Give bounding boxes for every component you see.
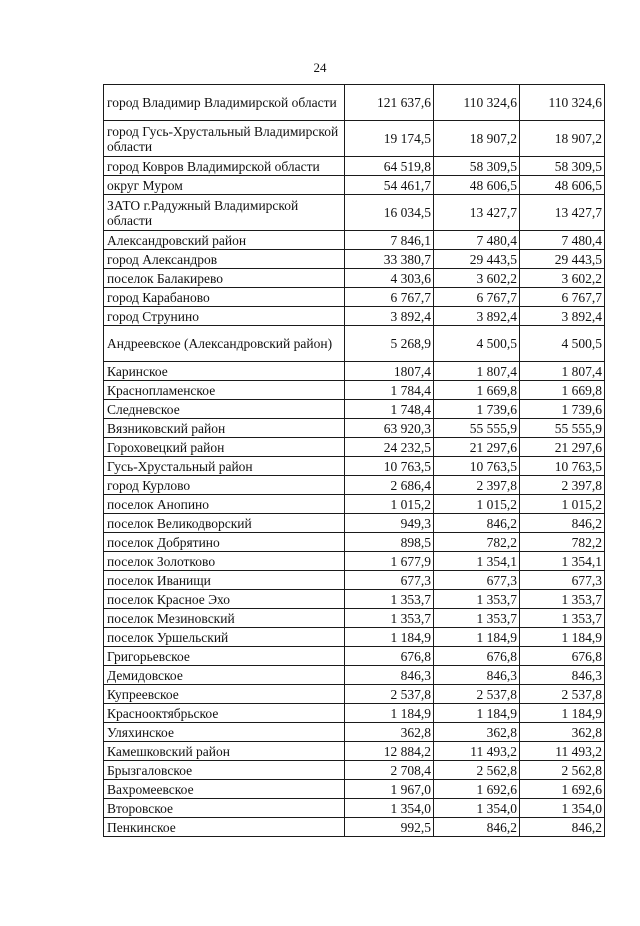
value-cell-3: 677,3 (520, 571, 605, 590)
table-row (104, 495, 605, 514)
value-cell-2: 1 015,2 (434, 495, 520, 514)
value-cell-1: 24 232,5 (345, 438, 434, 457)
value-cell-3: 11 493,2 (520, 742, 605, 761)
row-name-cell: Камешковский район (104, 742, 345, 761)
row-name-cell: поселок Иванищи (104, 571, 345, 590)
table-row (104, 438, 605, 457)
value-cell-2: 846,3 (434, 666, 520, 685)
table-row (104, 609, 605, 628)
value-cell-2: 846,2 (434, 514, 520, 533)
value-cell-3: 1 353,7 (520, 609, 605, 628)
value-cell-1: 949,3 (345, 514, 434, 533)
value-cell-1: 3 892,4 (345, 307, 434, 326)
budget-table (103, 84, 605, 837)
value-cell-1: 12 884,2 (345, 742, 434, 761)
value-cell-2: 1 184,9 (434, 704, 520, 723)
table-row (104, 647, 605, 666)
value-cell-2: 677,3 (434, 571, 520, 590)
page-number: 24 (313, 60, 327, 75)
row-name-cell: поселок Уршельский (104, 628, 345, 647)
row-name-cell: Андреевское (Александровский район) (104, 326, 345, 362)
value-cell-2: 6 767,7 (434, 288, 520, 307)
value-cell-2: 13 427,7 (434, 195, 520, 231)
value-cell-2: 18 907,2 (434, 121, 520, 157)
value-cell-3: 1 807,4 (520, 362, 605, 381)
table-row (104, 231, 605, 250)
row-name-cell: Вязниковский район (104, 419, 345, 438)
value-cell-2: 3 602,2 (434, 269, 520, 288)
value-cell-1: 121 637,6 (345, 85, 434, 121)
value-cell-1: 898,5 (345, 533, 434, 552)
row-name-cell: город Струнино (104, 307, 345, 326)
value-cell-1: 1 353,7 (345, 590, 434, 609)
table-row (104, 628, 605, 647)
value-cell-2: 1 354,1 (434, 552, 520, 571)
table-row (104, 269, 605, 288)
value-cell-1: 16 034,5 (345, 195, 434, 231)
value-cell-1: 2 686,4 (345, 476, 434, 495)
table-row (104, 704, 605, 723)
table-row (104, 799, 605, 818)
table-row (104, 457, 605, 476)
value-cell-1: 2 537,8 (345, 685, 434, 704)
row-name-cell: Демидовское (104, 666, 345, 685)
value-cell-1: 63 920,3 (345, 419, 434, 438)
value-cell-2: 55 555,9 (434, 419, 520, 438)
table-row (104, 666, 605, 685)
row-name-cell: Брызгаловское (104, 761, 345, 780)
row-name-cell: округ Муром (104, 176, 345, 195)
value-cell-3: 29 443,5 (520, 250, 605, 269)
value-cell-2: 1 739,6 (434, 400, 520, 419)
table-row (104, 571, 605, 590)
value-cell-2: 1 353,7 (434, 590, 520, 609)
row-name-cell: поселок Золотково (104, 552, 345, 571)
row-name-cell: ЗАТО г.Радужный Владимирской области (104, 195, 345, 231)
row-name-cell: поселок Анопино (104, 495, 345, 514)
table-row (104, 176, 605, 195)
table-row (104, 157, 605, 176)
value-cell-2: 1 669,8 (434, 381, 520, 400)
row-name-cell: Пенкинское (104, 818, 345, 837)
value-cell-3: 110 324,6 (520, 85, 605, 121)
value-cell-3: 1 354,0 (520, 799, 605, 818)
value-cell-2: 1 353,7 (434, 609, 520, 628)
table-row (104, 85, 605, 121)
row-name-cell: Уляхинское (104, 723, 345, 742)
value-cell-1: 5 268,9 (345, 326, 434, 362)
value-cell-3: 58 309,5 (520, 157, 605, 176)
value-cell-1: 10 763,5 (345, 457, 434, 476)
table-row (104, 121, 605, 157)
value-cell-3: 4 500,5 (520, 326, 605, 362)
value-cell-3: 21 297,6 (520, 438, 605, 457)
row-name-cell: Каринское (104, 362, 345, 381)
table-row (104, 476, 605, 495)
table-row (104, 533, 605, 552)
value-cell-1: 676,8 (345, 647, 434, 666)
table-row (104, 742, 605, 761)
row-name-cell: Александровский район (104, 231, 345, 250)
table-row (104, 288, 605, 307)
value-cell-1: 1807,4 (345, 362, 434, 381)
row-name-cell: Гороховецкий район (104, 438, 345, 457)
value-cell-2: 48 606,5 (434, 176, 520, 195)
row-name-cell: Краснопламенское (104, 381, 345, 400)
value-cell-3: 846,2 (520, 818, 605, 837)
value-cell-2: 1 184,9 (434, 628, 520, 647)
value-cell-2: 2 537,8 (434, 685, 520, 704)
table-body (104, 85, 605, 837)
value-cell-2: 58 309,5 (434, 157, 520, 176)
value-cell-1: 33 380,7 (345, 250, 434, 269)
value-cell-1: 64 519,8 (345, 157, 434, 176)
value-cell-3: 2 397,8 (520, 476, 605, 495)
table-row (104, 195, 605, 231)
value-cell-3: 362,8 (520, 723, 605, 742)
row-name-cell: поселок Красное Эхо (104, 590, 345, 609)
value-cell-3: 1 184,9 (520, 628, 605, 647)
table-row (104, 362, 605, 381)
row-name-cell: Гусь-Хрустальный район (104, 457, 345, 476)
table-row (104, 250, 605, 269)
value-cell-2: 3 892,4 (434, 307, 520, 326)
table-row (104, 400, 605, 419)
value-cell-3: 1 354,1 (520, 552, 605, 571)
table-row (104, 818, 605, 837)
table-row (104, 381, 605, 400)
value-cell-3: 3 602,2 (520, 269, 605, 288)
value-cell-3: 1 669,8 (520, 381, 605, 400)
value-cell-2: 11 493,2 (434, 742, 520, 761)
value-cell-2: 21 297,6 (434, 438, 520, 457)
table-row (104, 723, 605, 742)
row-name-cell: Краснооктябрьское (104, 704, 345, 723)
value-cell-3: 7 480,4 (520, 231, 605, 250)
value-cell-3: 1 739,6 (520, 400, 605, 419)
value-cell-1: 1 184,9 (345, 628, 434, 647)
value-cell-2: 1 354,0 (434, 799, 520, 818)
value-cell-2: 29 443,5 (434, 250, 520, 269)
value-cell-3: 55 555,9 (520, 419, 605, 438)
value-cell-2: 1 692,6 (434, 780, 520, 799)
value-cell-1: 1 184,9 (345, 704, 434, 723)
value-cell-3: 676,8 (520, 647, 605, 666)
value-cell-2: 362,8 (434, 723, 520, 742)
value-cell-2: 1 807,4 (434, 362, 520, 381)
row-name-cell: поселок Великодворский (104, 514, 345, 533)
row-name-cell: Вахромеевское (104, 780, 345, 799)
value-cell-2: 2 397,8 (434, 476, 520, 495)
value-cell-1: 1 354,0 (345, 799, 434, 818)
value-cell-3: 2 537,8 (520, 685, 605, 704)
value-cell-1: 54 461,7 (345, 176, 434, 195)
table-row (104, 419, 605, 438)
value-cell-2: 782,2 (434, 533, 520, 552)
value-cell-3: 18 907,2 (520, 121, 605, 157)
value-cell-1: 362,8 (345, 723, 434, 742)
row-name-cell: город Ковров Владимирской области (104, 157, 345, 176)
value-cell-2: 10 763,5 (434, 457, 520, 476)
value-cell-1: 677,3 (345, 571, 434, 590)
value-cell-3: 6 767,7 (520, 288, 605, 307)
value-cell-1: 846,3 (345, 666, 434, 685)
row-name-cell: город Гусь-Хрустальный Владимирской области (104, 121, 345, 157)
value-cell-3: 48 606,5 (520, 176, 605, 195)
value-cell-2: 846,2 (434, 818, 520, 837)
table-row (104, 326, 605, 362)
row-name-cell: Второвское (104, 799, 345, 818)
value-cell-3: 2 562,8 (520, 761, 605, 780)
value-cell-2: 7 480,4 (434, 231, 520, 250)
table-row (104, 307, 605, 326)
row-name-cell: Следневское (104, 400, 345, 419)
value-cell-3: 3 892,4 (520, 307, 605, 326)
value-cell-3: 1 184,9 (520, 704, 605, 723)
row-name-cell: Купреевское (104, 685, 345, 704)
row-name-cell: город Карабаново (104, 288, 345, 307)
row-name-cell: Григорьевское (104, 647, 345, 666)
value-cell-3: 846,2 (520, 514, 605, 533)
value-cell-1: 1 015,2 (345, 495, 434, 514)
value-cell-1: 2 708,4 (345, 761, 434, 780)
value-cell-3: 13 427,7 (520, 195, 605, 231)
row-name-cell: поселок Балакирево (104, 269, 345, 288)
value-cell-2: 2 562,8 (434, 761, 520, 780)
value-cell-1: 1 967,0 (345, 780, 434, 799)
row-name-cell: поселок Мезиновский (104, 609, 345, 628)
value-cell-3: 846,3 (520, 666, 605, 685)
value-cell-1: 1 748,4 (345, 400, 434, 419)
table-row (104, 780, 605, 799)
table-row (104, 761, 605, 780)
value-cell-1: 1 784,4 (345, 381, 434, 400)
value-cell-1: 1 677,9 (345, 552, 434, 571)
value-cell-1: 6 767,7 (345, 288, 434, 307)
value-cell-1: 19 174,5 (345, 121, 434, 157)
value-cell-1: 992,5 (345, 818, 434, 837)
value-cell-3: 1 353,7 (520, 590, 605, 609)
table-row (104, 590, 605, 609)
value-cell-2: 676,8 (434, 647, 520, 666)
value-cell-1: 7 846,1 (345, 231, 434, 250)
value-cell-1: 4 303,6 (345, 269, 434, 288)
row-name-cell: город Курлово (104, 476, 345, 495)
value-cell-1: 1 353,7 (345, 609, 434, 628)
value-cell-3: 1 015,2 (520, 495, 605, 514)
table-row (104, 514, 605, 533)
value-cell-3: 1 692,6 (520, 780, 605, 799)
value-cell-2: 110 324,6 (434, 85, 520, 121)
table-row (104, 685, 605, 704)
value-cell-2: 4 500,5 (434, 326, 520, 362)
row-name-cell: город Александров (104, 250, 345, 269)
value-cell-3: 782,2 (520, 533, 605, 552)
value-cell-3: 10 763,5 (520, 457, 605, 476)
table-row (104, 552, 605, 571)
row-name-cell: город Владимир Владимирской области (104, 85, 345, 121)
row-name-cell: поселок Добрятино (104, 533, 345, 552)
